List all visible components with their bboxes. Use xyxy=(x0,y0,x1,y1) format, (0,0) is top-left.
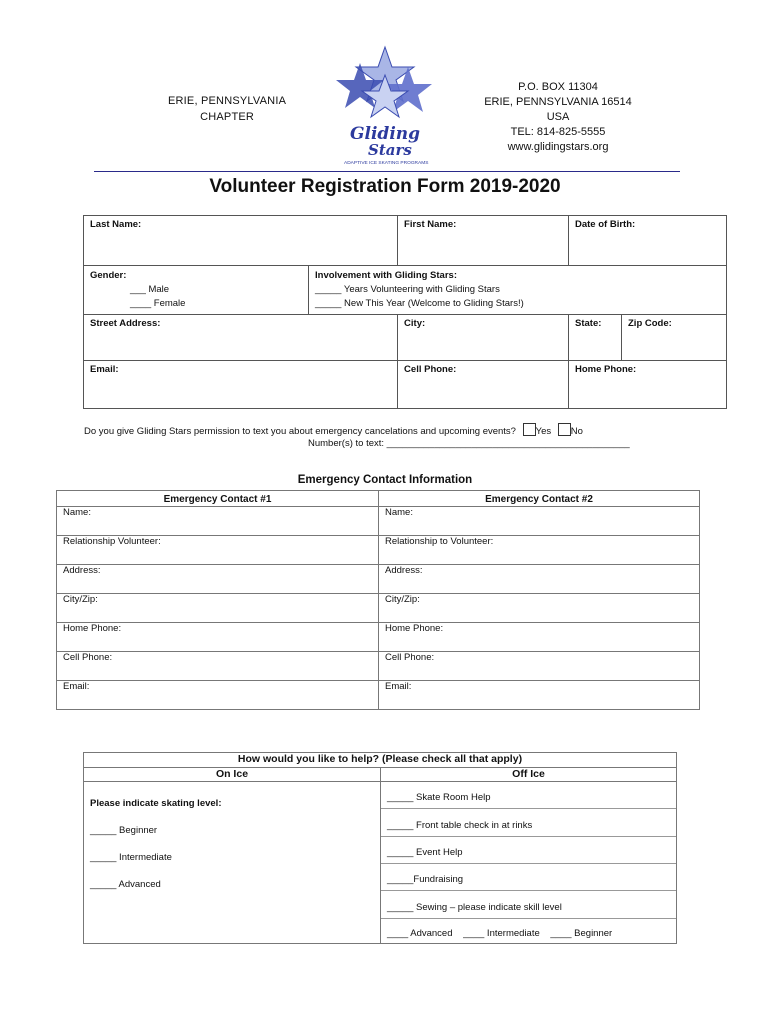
beginner-option[interactable]: _____ Beginner xyxy=(90,825,158,836)
gender-female-option[interactable]: ____ Female xyxy=(130,298,186,309)
skate-room-option[interactable]: _____ Skate Room Help xyxy=(381,782,676,809)
new-this-year-option[interactable]: _____ New This Year (Welcome to Gliding Stars!) xyxy=(315,298,524,309)
emergency-contact-2-header: Emergency Contact #2 xyxy=(379,491,700,507)
emergency-contact-table xyxy=(56,490,700,710)
form-title: Volunteer Registration Form 2019-2020 xyxy=(209,176,561,197)
ec2-address-field[interactable]: Address: xyxy=(379,565,700,594)
yes-label: Yes xyxy=(535,426,552,437)
help-title: How would you like to help? (Please check all that apply) xyxy=(84,753,677,768)
involvement-label: Involvement with Gliding Stars: xyxy=(315,270,457,281)
numbers-to-text-field[interactable]: Number(s) to text: ______________________________________________ xyxy=(308,438,630,449)
po-box: P.O. BOX 11304 xyxy=(518,81,598,93)
home-phone-field[interactable] xyxy=(569,361,727,409)
chapter-line-2: CHAPTER xyxy=(200,111,255,123)
header-divider xyxy=(94,171,680,172)
on-ice-header: On Ice xyxy=(84,768,381,782)
email-label: Email: xyxy=(90,364,119,375)
event-help-option[interactable]: _____ Event Help xyxy=(381,837,676,864)
city-field[interactable] xyxy=(398,315,569,361)
website: www.glidingstars.org xyxy=(507,141,609,153)
off-ice-header: Off Ice xyxy=(381,768,677,782)
street-address-field[interactable] xyxy=(84,315,398,361)
city-line: ERIE, PENNSYLVANIA 16514 USA xyxy=(484,96,632,123)
first-name-label: First Name: xyxy=(404,219,457,230)
ec2-name-field[interactable]: Name: xyxy=(379,507,700,536)
ec1-home-phone-field[interactable]: Home Phone: xyxy=(57,623,379,652)
gender-male-option[interactable]: ___ Male xyxy=(130,284,170,295)
state-field[interactable] xyxy=(569,315,622,361)
contact-info xyxy=(478,80,638,155)
zip-code-label: Zip Code: xyxy=(628,318,672,329)
help-options-table xyxy=(83,752,677,944)
ec1-address-field[interactable]: Address: xyxy=(57,565,379,594)
fundraising-option[interactable]: _____Fundraising xyxy=(381,864,676,891)
front-table-option[interactable]: _____ Front table check in at rinks xyxy=(381,809,676,837)
ec1-name-field[interactable]: Name: xyxy=(57,507,379,536)
city-label: City: xyxy=(404,318,426,329)
dob-label: Date of Birth: xyxy=(575,219,636,230)
ec2-home-phone-field[interactable]: Home Phone: xyxy=(379,623,700,652)
yes-checkbox[interactable] xyxy=(523,423,536,436)
state-label: State: xyxy=(575,318,602,329)
ec1-relationship-field[interactable]: Relationship Volunteer: xyxy=(57,536,379,565)
gliding-stars-logo xyxy=(330,45,440,165)
emergency-section-title: Emergency Contact Information xyxy=(297,474,473,486)
home-phone-label: Home Phone: xyxy=(575,364,637,375)
ec2-email-field[interactable]: Email: xyxy=(379,681,700,710)
logo-tagline: ADAPTIVE ICE SKATING PROGRAMS xyxy=(344,161,429,165)
on-ice-options xyxy=(84,782,381,944)
chapter-line-1: ERIE, PENNSYLVANIA xyxy=(168,95,287,107)
last-name-field[interactable] xyxy=(84,216,398,266)
last-name-label: Last Name: xyxy=(90,219,142,230)
intermediate-option[interactable]: _____ Intermediate xyxy=(90,852,172,863)
emergency-contact-1-header: Emergency Contact #1 xyxy=(57,491,379,507)
logo-text-gliding: Gliding xyxy=(350,124,421,144)
years-volunteering-option[interactable]: _____ Years Volunteering with Gliding Stars xyxy=(315,284,500,295)
ec2-relationship-field[interactable]: Relationship to Volunteer: xyxy=(379,536,700,565)
dob-field[interactable] xyxy=(569,216,727,266)
ec2-city-zip-field[interactable]: City/Zip: xyxy=(379,594,700,623)
logo-text-stars: Stars xyxy=(368,141,412,159)
first-name-field[interactable] xyxy=(398,216,569,266)
advanced-option[interactable]: _____ Advanced xyxy=(90,879,161,890)
cell-phone-label: Cell Phone: xyxy=(404,364,457,375)
ec1-cell-phone-field[interactable]: Cell Phone: xyxy=(57,652,379,681)
consent-question: Do you give Gliding Stars permission to text you about emergency cancelations and upcoming events? xyxy=(84,426,516,437)
chapter-name xyxy=(168,93,286,125)
gender-label: Gender: xyxy=(90,270,127,281)
text-consent xyxy=(84,423,583,438)
sew-advanced-option[interactable]: ____ Advanced xyxy=(387,928,453,939)
street-address-label: Street Address: xyxy=(90,318,161,329)
telephone: TEL: 814-825-5555 xyxy=(510,126,606,138)
sewing-option[interactable]: _____ Sewing – please indicate skill level xyxy=(381,891,676,919)
email-field[interactable] xyxy=(84,361,398,409)
sew-beginner-option[interactable]: ____ Beginner xyxy=(550,928,613,939)
involvement-field[interactable] xyxy=(309,266,727,315)
personal-info-table xyxy=(83,215,727,409)
off-ice-options xyxy=(381,782,677,944)
zip-code-field[interactable] xyxy=(622,315,727,361)
sewing-skill-levels xyxy=(381,919,676,943)
ec1-email-field[interactable]: Email: xyxy=(57,681,379,710)
no-label: No xyxy=(570,426,583,437)
no-checkbox[interactable] xyxy=(558,423,571,436)
ec1-city-zip-field[interactable]: City/Zip: xyxy=(57,594,379,623)
ec2-cell-phone-field[interactable]: Cell Phone: xyxy=(379,652,700,681)
skating-level-label: Please indicate skating level: xyxy=(90,798,222,809)
gender-field[interactable] xyxy=(84,266,309,315)
cell-phone-field[interactable] xyxy=(398,361,569,409)
sew-intermediate-option[interactable]: ____ Intermediate xyxy=(463,928,540,939)
